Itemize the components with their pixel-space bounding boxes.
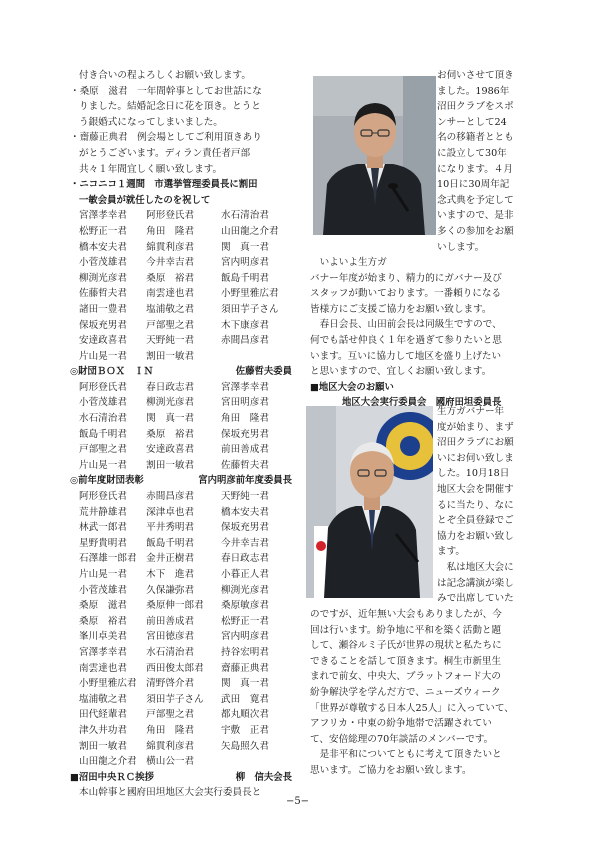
box-heading-person: 佐藤哲夫委員: [235, 366, 292, 378]
text-line: 是非平和についてともに考えて頂きたいと: [310, 749, 502, 761]
name-row: [70, 551, 292, 567]
name-row: [70, 240, 292, 256]
name-row: [70, 458, 292, 474]
member-name: 塩浦敬之君: [79, 693, 127, 705]
member-name: 宇敷 正君: [221, 724, 269, 736]
member-name: 矢島照久君: [221, 740, 269, 752]
text-line: 沼田クラブをスポ: [437, 101, 514, 113]
member-name: 小野里雅広君: [79, 678, 137, 690]
member-name: 保坂充男君: [221, 522, 269, 534]
text-line: 地区大会を開催す: [437, 483, 514, 495]
member-name: 片山晃一君: [79, 569, 127, 580]
member-name: 橋本安夫君: [221, 506, 269, 518]
text-line: になります。４月: [437, 163, 513, 175]
member-name: 塩浦敬之君: [146, 303, 195, 315]
chairman-photo: [306, 406, 433, 598]
member-name: 桑原 裕君: [146, 428, 195, 440]
member-name: 割田一敏君: [146, 459, 195, 471]
text-line: ました。1986年: [437, 85, 510, 97]
member-name: [221, 754, 292, 770]
member-name: 角田 隆君: [146, 225, 195, 237]
prev-heading-person: 宮内明彦前年度委員長: [198, 475, 292, 487]
member-name: 峯川卓美君: [79, 631, 127, 643]
member-name: 綿貫利彦君: [146, 740, 195, 752]
member-name: 関 真一君: [221, 678, 269, 690]
name-row: [70, 208, 292, 224]
district-subheading: 地区大会実行委員会 國府田坦委員長: [342, 397, 502, 409]
member-name: 持谷宏明君: [221, 646, 269, 658]
member-name: 柳渕光彦君: [146, 397, 195, 409]
member-name: 佐藤哲夫君: [221, 459, 269, 471]
member-name: 星野貴明君: [79, 537, 127, 549]
member-name: 桑原伸一郎君: [146, 600, 204, 612]
text-line: アフリカ・中東の紛争地帯で活躍されてい: [310, 718, 492, 730]
name-row: [70, 411, 292, 427]
member-name: 春日政志君: [146, 381, 195, 393]
member-name: 荒井静雄君: [79, 506, 127, 518]
member-name: 橋本安夫君: [79, 241, 127, 253]
member-name: 南雲達也君: [146, 288, 195, 300]
intro-line: 付き合いの程よろしくお願い致します。: [79, 70, 251, 81]
name-row: [70, 427, 292, 443]
member-name: 柳渕光彦君: [79, 272, 127, 284]
prev-heading: [70, 473, 292, 489]
greet-heading: [70, 770, 292, 786]
member-name: 武田 寛君: [221, 693, 269, 705]
member-name: 石澤雄一郎君: [79, 553, 137, 565]
right-wrap-2: [437, 404, 552, 607]
name-row: [70, 286, 292, 302]
bullet-line: りました。結婚記念日に花を頂き。とうと: [79, 101, 261, 113]
president-portrait: [313, 76, 436, 235]
text-line: いします。: [437, 241, 485, 253]
name-row: [70, 629, 292, 645]
text-line: して、瀬谷ルミ子氏が世界の現状と私たちに: [310, 640, 502, 652]
text-line: まれで前女、中央大、ブラットフォード大の: [310, 671, 501, 683]
member-name: 松野正一君: [79, 225, 127, 237]
block1-lines: [310, 255, 548, 380]
name-row: [70, 380, 292, 396]
member-name: 久保謙弥君: [146, 584, 195, 596]
member-name: 宮田徳彦君: [146, 631, 195, 643]
name-row: [70, 536, 292, 552]
member-name: 山田龍之介君: [221, 225, 279, 237]
member-name: 割田一敏君: [79, 740, 127, 752]
text-line: 私は地区大会に: [437, 561, 514, 573]
member-name: 山田龍之介君: [79, 756, 137, 768]
niko-heading-line: ・ニコニコ１週間 市選挙管理委員長に割田: [70, 179, 258, 191]
bullet-kuwabara: [70, 84, 292, 131]
text-line: 沼田クラブにお願: [437, 437, 514, 449]
name-row: [70, 255, 292, 271]
text-line: した。10月18日: [437, 468, 510, 480]
name-row: [70, 754, 292, 770]
name-row: [70, 271, 292, 287]
name-row: [70, 676, 292, 692]
text-line: に設立して30年: [437, 147, 507, 159]
member-name: 桑原 滋君: [79, 600, 127, 612]
left-column: [70, 68, 292, 801]
text-line: 念式典を予定して: [437, 194, 514, 206]
member-name: 横山公一君: [146, 756, 195, 768]
member-name: [221, 349, 292, 365]
member-name: 津久井功君: [79, 724, 127, 736]
member-name: 角田 隆君: [146, 724, 195, 736]
box-name-list: [70, 380, 292, 474]
text-line: 生方ガバナー年: [437, 406, 505, 417]
text-line: 思います。ご協力をお願い致します。: [310, 764, 472, 776]
member-name: 宮澤孝幸君: [79, 210, 127, 222]
member-name: 須田芋子さん: [221, 303, 279, 315]
text-line: 春日会長、山田前会長は同級生ですので、: [310, 319, 502, 331]
name-row: [70, 692, 292, 708]
member-name: 天野純一君: [221, 491, 269, 503]
chairman-portrait: [306, 406, 433, 598]
text-line: 「世界が尊敬する日本人25人」に入っていて、: [310, 702, 514, 714]
text-line: るに当たり、なに: [437, 499, 514, 511]
name-row: [70, 318, 292, 334]
member-name: 宮内明彦君: [221, 631, 269, 643]
bullet-line: う銀婚式になってしまいました。: [79, 116, 223, 128]
text-line: とぞ全員登録でご: [437, 515, 514, 527]
text-line: ンサーとして24: [437, 116, 507, 128]
member-name: 水石清治君: [146, 646, 195, 658]
member-name: 阿形登氏君: [79, 491, 127, 503]
text-line: いにお伺い致しま: [437, 452, 514, 464]
member-name: 小野里雅広君: [221, 288, 279, 300]
text-line: できることを話して頂きます。桐生市新里生: [310, 655, 502, 667]
name-row: [70, 661, 292, 677]
member-name: 小暮正人君: [221, 569, 269, 580]
greet-heading-person: 柳 信夫会長: [235, 771, 292, 783]
member-name: 須田芋子さん: [146, 693, 204, 705]
text-line: 多くの参加をお願: [437, 225, 514, 237]
member-name: 飯島千明君: [221, 272, 269, 284]
member-name: 今井幸吉君: [146, 257, 195, 269]
wrap1-lines: [437, 68, 552, 255]
member-name: 前田善成君: [221, 444, 269, 456]
text-line: お伺いさせて頂き: [437, 70, 514, 81]
member-name: 水石清治君: [221, 210, 269, 222]
right-block-1: [310, 255, 548, 411]
name-row: [70, 598, 292, 614]
name-row: [70, 349, 292, 365]
member-name: 阿形登氏君: [79, 381, 127, 393]
text-line: 回は行います。紛争地に平和を築く活動と題: [310, 624, 502, 636]
text-line: 協力をお願い致し: [437, 530, 514, 542]
name-row: [70, 302, 292, 318]
text-line: いますので、是非: [437, 210, 514, 222]
name-row: [70, 723, 292, 739]
member-name: 戸部聖之君: [146, 709, 195, 721]
text-line: 名の移籍者ととも: [437, 132, 514, 144]
member-name: 飯島千明君: [146, 537, 195, 549]
bullet-line: ・齋藤正典君 例会場としてご利用頂きあり: [70, 132, 262, 144]
member-name: 天野純一君: [146, 335, 195, 347]
member-name: 深津卓也君: [146, 506, 195, 518]
member-name: 木下 進君: [146, 569, 195, 580]
name-row: [70, 567, 292, 583]
name-row: [70, 442, 292, 458]
bullet-line: 共々１年間宜しく願い致します。: [79, 163, 223, 175]
member-name: 綿貫利彦君: [146, 241, 195, 253]
text-line: 紛争解決学を学んだ方で、ニューズウィーク: [310, 686, 501, 698]
member-name: 戸部聖之君: [79, 444, 127, 456]
member-name: 宮澤孝幸君: [79, 646, 127, 658]
member-name: 安達政喜君: [146, 444, 195, 456]
member-name: 片山晃一君: [79, 350, 127, 362]
member-name: 関 真一君: [146, 413, 195, 425]
text-line: 何でも話せ仲良く１年を過ぎて参りたいと思: [310, 334, 502, 346]
text-line: みで出席していた: [437, 593, 514, 605]
member-name: 柳渕光彦君: [221, 584, 269, 596]
niko-heading: [70, 177, 292, 208]
member-name: 保坂充男君: [221, 428, 269, 440]
name-row: [70, 505, 292, 521]
name-row: [70, 739, 292, 755]
member-name: 金井正樹君: [146, 553, 195, 565]
prev-heading-title: ◎前年度財団表彰: [70, 475, 144, 487]
name-row: [70, 333, 292, 349]
name-row: [70, 583, 292, 599]
member-name: 桑原 裕君: [79, 615, 127, 627]
member-name: 宮内明彦君: [221, 257, 269, 269]
text-line: ます。: [437, 546, 466, 558]
member-name: 小菅茂雄君: [79, 397, 127, 409]
name-row: [70, 224, 292, 240]
text-line: スタッフが動いております。一番頼りになる: [310, 288, 502, 300]
member-name: 今井幸吉君: [221, 537, 269, 549]
member-name: 木下康彦君: [221, 319, 269, 331]
name-row: [70, 614, 292, 630]
greet-line: 本山幹事と國府田坦地区大会実行委員長と: [79, 787, 262, 799]
member-name: 片山晃一君: [79, 459, 127, 471]
bullet-saito: [70, 130, 292, 177]
bullet-line: がとうございます。ディラン責任者戸部: [79, 147, 251, 159]
text-line: は記念講演が楽し: [437, 577, 514, 589]
right-wrap-1: [437, 68, 552, 255]
member-name: 前田善成君: [146, 615, 195, 627]
member-name: 諸田一豊君: [79, 303, 127, 315]
member-name: 平井秀明君: [146, 522, 195, 534]
member-name: 飯島千明君: [79, 428, 127, 440]
member-name: 小菅茂雄君: [79, 257, 127, 269]
member-name: 桑原敏彦君: [221, 600, 269, 612]
member-name: 阿形登氏君: [146, 210, 195, 222]
text-line: バナー年度が始まり、精力的にガバナー及び: [310, 272, 502, 284]
page-number: −5−: [285, 796, 310, 807]
member-name: 佐藤哲夫君: [79, 288, 127, 300]
name-row: [70, 645, 292, 661]
member-name: 宮澤孝幸君: [221, 381, 269, 393]
member-name: 田代経輩君: [79, 709, 127, 721]
name-row: [70, 520, 292, 536]
bullet-line: ・桑原 滋君 一年間幹事としてお世話にな: [70, 85, 262, 97]
text-line: 皆様方にご支援ご協力をお願い致します。: [310, 303, 492, 315]
text-line: いよいよ生方ガ: [310, 257, 387, 268]
text-line: 度が始まり、まず: [437, 421, 514, 433]
member-name: 齋藤正典君: [221, 662, 269, 674]
member-name: 赤間昌彦君: [221, 335, 269, 347]
text-line: て、安倍総理の70年談話のメンバーです。: [310, 733, 494, 745]
box-heading: [70, 364, 292, 380]
right-block-2: [310, 607, 548, 779]
text-line: と思いますので、宜しくお願い致します。: [310, 366, 492, 378]
niko-heading-line: 一敏会員が就任したのを祝して: [79, 194, 211, 206]
member-name: 桑原 裕君: [146, 272, 195, 284]
member-name: 南雲達也君: [79, 662, 127, 674]
member-name: 保坂充男君: [79, 319, 127, 331]
president-photo: [313, 76, 436, 235]
member-name: 安達政喜君: [79, 335, 127, 347]
member-name: 林武一郎君: [79, 522, 127, 534]
member-name: 宮田明彦君: [221, 397, 269, 409]
box-heading-title: ◎財団ＢＯＸ ＩＮ: [70, 366, 154, 378]
member-name: 清野啓介君: [146, 678, 195, 690]
text-line: のですが、近年無い大会もありましたが、今: [310, 609, 502, 620]
block2-lines: [310, 607, 548, 779]
greet-heading-title: ■沼田中央ＲＣ挨拶: [70, 771, 154, 783]
member-name: 西田俊太郎君: [146, 662, 204, 674]
member-name: 赤間昌彦君: [146, 491, 195, 503]
district-heading: ■地区大会のお願い: [310, 381, 394, 393]
member-name: 春日政志君: [221, 553, 269, 565]
name-row: [70, 395, 292, 411]
member-name: 関 真一君: [221, 241, 269, 253]
wrap2-lines: [437, 404, 552, 607]
member-name: 角田 隆君: [221, 413, 269, 425]
text-line: 10日に30周年記: [437, 179, 510, 191]
name-row: [70, 707, 292, 723]
text-line: います。互いに協力して地区を盛り上げたい: [310, 350, 502, 362]
niko-name-list: [70, 208, 292, 364]
member-name: 水石清治君: [79, 413, 127, 425]
member-name: 松野正一君: [221, 615, 269, 627]
member-name: 小菅茂雄君: [79, 584, 127, 596]
name-row: [70, 489, 292, 505]
prev-name-list: [70, 489, 292, 770]
member-name: 都丸順次君: [221, 709, 269, 721]
member-name: 割田一敏君: [146, 350, 195, 362]
member-name: 戸部聖之君: [146, 319, 195, 331]
